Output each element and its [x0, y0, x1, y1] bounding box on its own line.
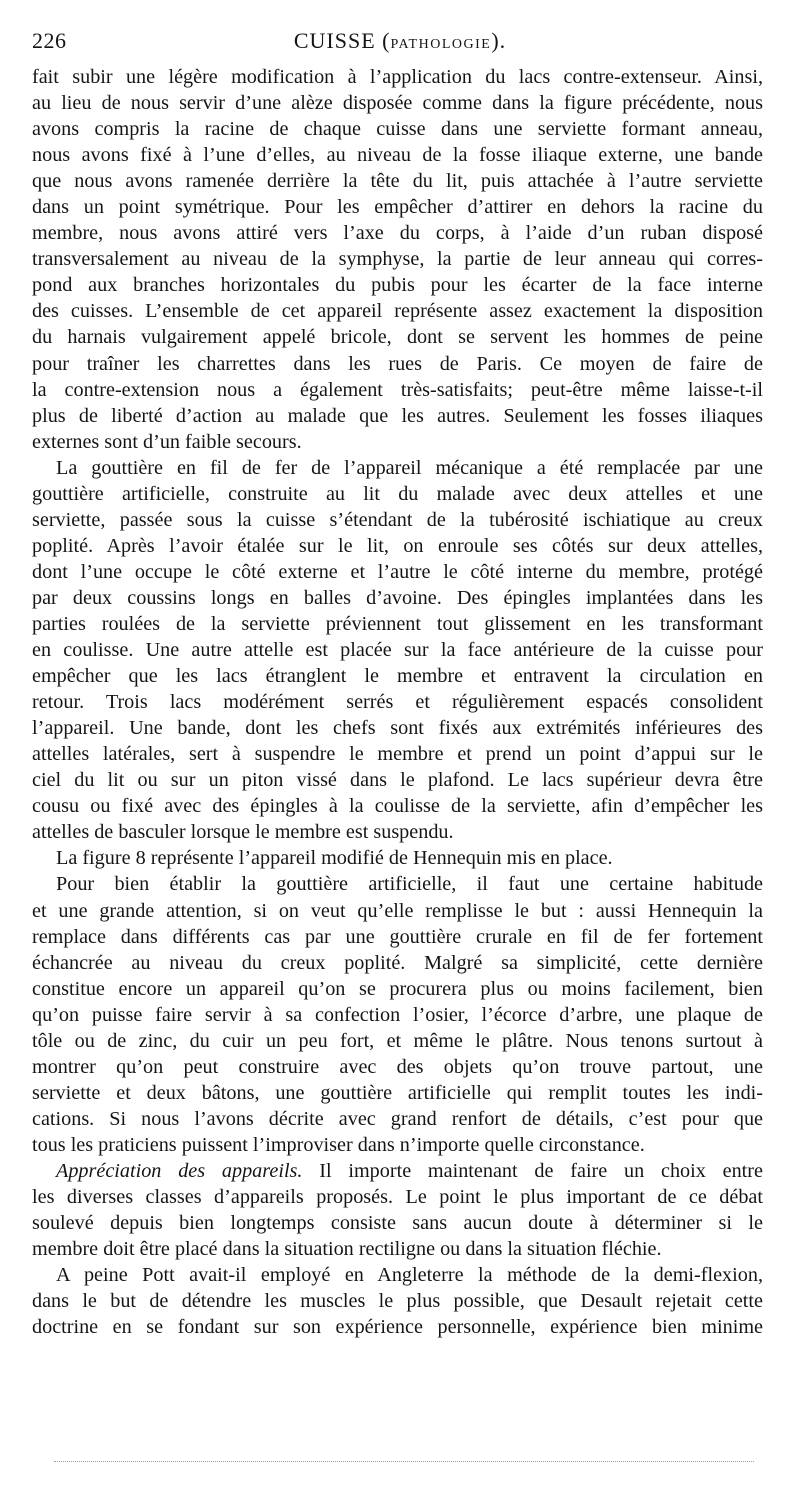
line-text: serviette et deux bâtons, une gouttière artificielle qui remplit toutes les indi-	[32, 1081, 763, 1104]
line-text: soulevé depuis bien longtemps consiste sans aucun doute à déterminer si le	[32, 1212, 763, 1235]
line-text: A peine Pott avait-il employé en Angleterre la méthode de la demi-flexion,	[56, 1264, 763, 1287]
text-line	[32, 559, 763, 585]
line-text: du harnais vulgairement appelé bricole, dont se servent les hommes de peine	[32, 326, 763, 349]
text-line	[32, 585, 763, 611]
line-text: dans le but de détendre les muscles le plus possible, que Desault rejetait cette	[32, 1290, 763, 1313]
line-text: dans un point symétrique. Pour les empêcher d’attirer en dehors la racine du	[32, 196, 763, 219]
running-title	[32, 28, 768, 54]
text-line	[32, 1054, 763, 1080]
text-line	[32, 741, 763, 767]
text-line	[32, 663, 763, 689]
line-text: ciel du lit ou sur un piton vissé dans le plafond. Le lacs supérieur devra être	[32, 769, 763, 792]
text-line	[32, 116, 763, 142]
text-line	[32, 898, 763, 924]
text-line	[32, 793, 763, 819]
text-line	[32, 272, 763, 298]
line-text: dont l’une occupe le côté externe et l’autre le côté interne du membre, protégé	[32, 560, 763, 583]
text-line	[32, 507, 763, 533]
line-text: empêcher que les lacs étranglent le membre et entravent la circulation en	[32, 665, 763, 688]
line-text: La gouttière en fil de fer de l’appareil mécanique a été remplacée par une	[56, 456, 763, 479]
line-text: des cuisses. L’ensemble de cet appareil représente assez exactement la disposition	[32, 300, 763, 323]
line-text: membre doit être placé dans la situation rectiligne ou dans la situation fléchie.	[32, 1238, 662, 1261]
line-text: pour traîner les charrettes dans les rues de Paris. Ce moyen de faire de	[32, 352, 763, 375]
text-line	[32, 533, 763, 559]
line-text: les diverses classes d’appareils proposés. Le point le plus important de ce débat	[32, 1186, 763, 1209]
line-text: plus de liberté d’action au malade que les autres. Seulement les fosses iliaques	[32, 404, 763, 427]
line-text: serviette, passée sous la cuisse s’étendant de la tubérosité ischiatique au creux	[32, 508, 763, 531]
line-text: qu’on puisse faire servir à sa confection l’osier, l’écorce d’arbre, une plaque de	[32, 1003, 763, 1026]
text-line	[32, 1288, 763, 1314]
line-text: pond aux branches horizontales du pubis pour les écarter de la face interne	[32, 274, 763, 297]
text-line	[32, 481, 763, 507]
running-title-close: ).	[491, 28, 507, 53]
line-text: attelles latérales, sert à suspendre le membre et prend un point d’appui sur le	[32, 743, 763, 766]
text-line	[32, 377, 763, 403]
text-line	[32, 1002, 763, 1028]
line-text: membre, nous avons attiré vers l’axe du corps, à l’aide d’un ruban disposé	[32, 222, 763, 245]
line-text: transversalement au niveau de la symphyse, la partie de leur anneau qui corres-	[32, 248, 763, 271]
section-heading: Appréciation des appareils.	[56, 1159, 303, 1182]
text-line	[32, 90, 763, 116]
text-line	[32, 142, 763, 168]
line-text: remplace dans différents cas par une gouttière crurale en fil de fer fortement	[32, 925, 763, 948]
line-text: nous avons fixé à l’une d’elles, au niveau de la fosse iliaque externe, une bande	[32, 144, 763, 167]
text-line	[32, 194, 763, 220]
line-text: tôle ou de zinc, du cuir un peu fort, et même le plâtre. Nous tenons surtout à	[32, 1029, 763, 1052]
page-header	[32, 20, 768, 64]
running-title-sub: PATHOLOGIE	[390, 37, 492, 52]
text-line	[32, 1080, 763, 1106]
line-text: poplité. Après l’avoir étalée sur le lit, on enroule ses côtés sur deux attelles,	[32, 534, 763, 557]
text-line	[32, 1028, 763, 1054]
text-line	[32, 1236, 763, 1262]
text-line	[32, 298, 763, 324]
text-line	[32, 950, 763, 976]
line-text: montrer qu’on peut construire avec des objets qu’on trouve partout, une	[32, 1055, 763, 1078]
text-line	[32, 689, 763, 715]
text-line	[32, 924, 763, 950]
text-line	[32, 1314, 763, 1340]
text-line	[32, 220, 763, 246]
line-text: constitue encore un appareil qu’on se procurera plus ou moins facilement, bien	[32, 977, 763, 1000]
body-text	[32, 64, 763, 1340]
text-line	[32, 1158, 763, 1184]
text-line	[32, 1262, 763, 1288]
line-text: la contre-extension nous a également très-satisfaits; peut-être même laisse-t-il	[32, 378, 763, 401]
line-text: cousu ou fixé avec des épingles à la coulisse de la serviette, afin d’empêcher les	[32, 795, 763, 818]
line-text: au lieu de nous servir d’une alèze disposée comme dans la figure précédente, nous	[32, 92, 763, 115]
line-text: cations. Si nous l’avons décrite avec grand renfort de détails, c’est pour que	[32, 1107, 763, 1130]
line-text: par deux coussins longs en balles d’avoine. Des épingles implantées dans les	[32, 586, 763, 609]
text-line	[32, 1132, 763, 1158]
text-line	[32, 819, 763, 845]
line-text: externes sont d’un faible secours.	[32, 430, 302, 453]
text-line	[32, 168, 763, 194]
text-line	[32, 637, 763, 663]
text-line	[32, 429, 763, 455]
text-line	[32, 324, 763, 350]
line-text: tous les praticiens puissent l’improviser dans n’importe quelle circonstance.	[32, 1133, 645, 1156]
running-title-main: CUISSE	[293, 28, 376, 53]
line-text: et une grande attention, si on veut qu’elle remplisse le but : aussi Hennequin la	[32, 899, 763, 922]
text-line	[32, 455, 763, 481]
text-line	[32, 64, 763, 90]
line-text: retour. Trois lacs modérément serrés et régulièrement espacés consolident	[32, 691, 763, 714]
text-line	[32, 767, 763, 793]
text-line	[32, 976, 763, 1002]
line-text: gouttière artificielle, construite au lit du malade avec deux attelles et une	[32, 482, 763, 505]
line-text: doctrine en se fondant sur son expérience personnelle, expérience bien minime	[32, 1316, 763, 1339]
line-text: l’appareil. Une bande, dont les chefs sont fixés aux extrémités inférieures des	[32, 717, 763, 740]
line-text: Pour bien établir la gouttière artificielle, il faut une certaine habitude	[56, 873, 763, 896]
running-title-open: (	[375, 28, 391, 53]
line-text: échancrée au niveau du creux poplité. Malgré sa simplicité, cette dernière	[32, 951, 763, 974]
line-text: avons compris la racine de chaque cuisse dans une serviette formant anneau,	[32, 118, 763, 141]
line-text: que nous avons ramenée derrière la tête du lit, puis attachée à l’autre serviette	[32, 170, 763, 193]
text-line	[32, 611, 763, 637]
text-line	[32, 871, 763, 897]
text-line	[32, 1106, 763, 1132]
line-text: fait subir une légère modification à l’application du lacs contre-extenseur. Ainsi,	[32, 66, 763, 88]
text-line	[32, 1184, 763, 1210]
line-text: Il importe maintenant de faire un choix entre	[302, 1159, 763, 1182]
line-text: La figure 8 représente l’appareil modifié de Hennequin mis en place.	[56, 847, 613, 870]
text-line	[32, 1210, 763, 1236]
line-text: en coulisse. Une autre attelle est placée sur la face antérieure de la cuisse pour	[32, 639, 763, 662]
text-line	[32, 403, 763, 429]
text-line	[32, 246, 763, 272]
footer-dotted-rule	[54, 1461, 754, 1462]
text-line	[32, 351, 763, 377]
text-line	[32, 715, 763, 741]
line-text: attelles de basculer lorsque le membre est suspendu.	[32, 821, 454, 844]
line-text: parties roulées de la serviette préviennent tout glissement en les transformant	[32, 612, 763, 635]
text-line	[32, 845, 763, 871]
page-number: 226	[32, 28, 67, 53]
